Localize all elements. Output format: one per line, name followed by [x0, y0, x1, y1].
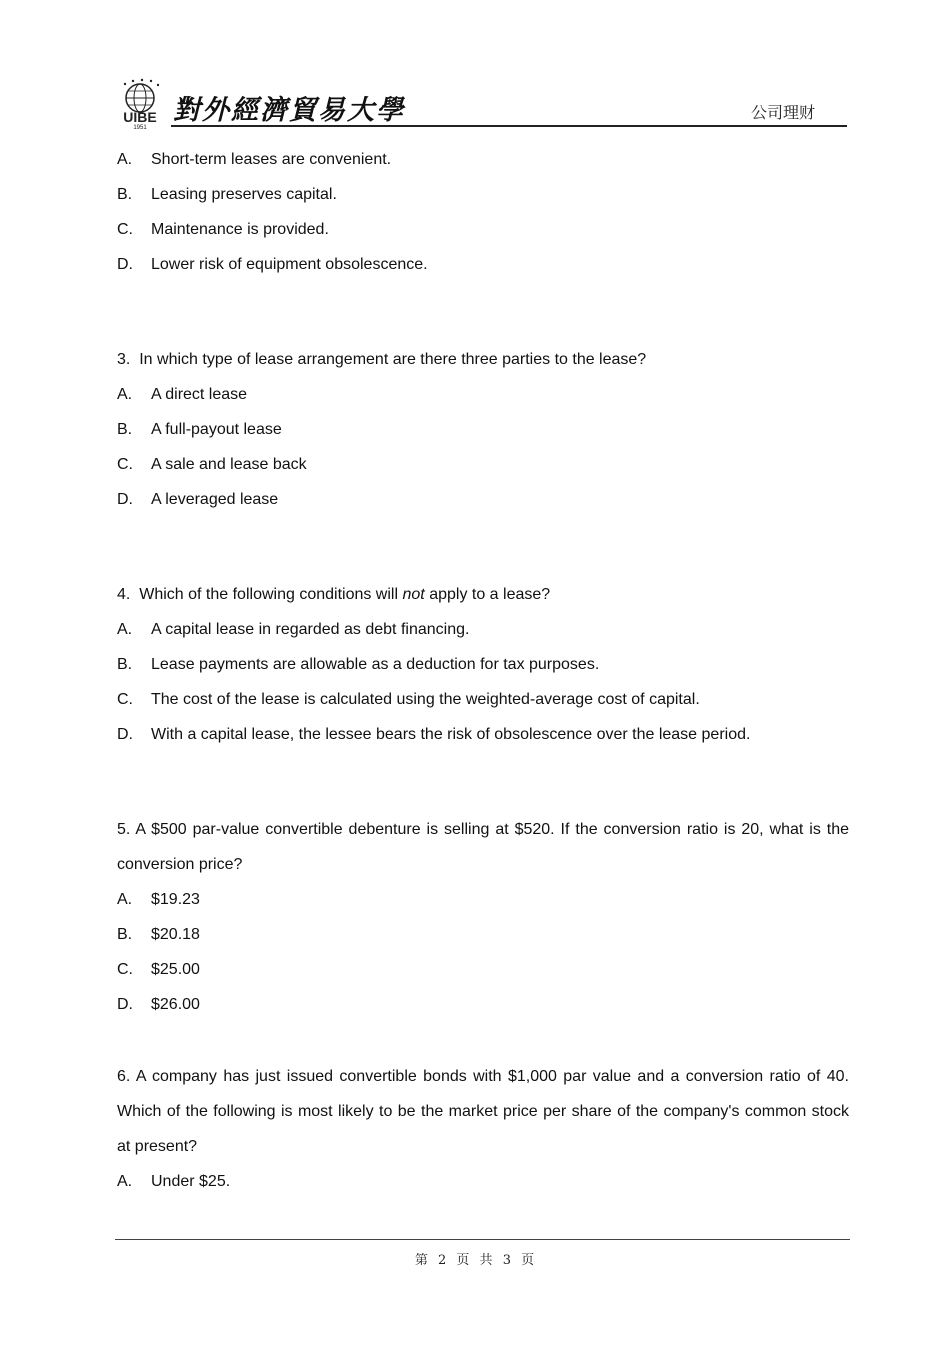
university-name: 對外經濟貿易大學: [173, 95, 405, 126]
option-c: C. The cost of the lease is calculated using the weighted-average cost of capital.: [117, 691, 700, 708]
university-logo: [113, 78, 171, 130]
question-text: 3. In which type of lease arrangement are there three parties to the lease?: [117, 351, 647, 368]
option-d: D. Lower risk of equipment obsolescence.: [117, 256, 428, 273]
footer-divider: [115, 1239, 850, 1240]
question-3: [117, 342, 849, 517]
question-2-options: [117, 142, 849, 282]
page-header: [113, 78, 847, 130]
question-text: 4. Which of the following conditions will not apply to a lease?: [117, 586, 551, 603]
option-a: A. Short-term leases are convenient.: [117, 151, 392, 168]
option-c: C. $25.00: [117, 961, 200, 978]
page-number: 第 2 页 共 3 页: [414, 1253, 538, 1268]
question-6: [117, 1059, 849, 1199]
option-b: B. Lease payments are allowable as a deduction for tax purposes.: [117, 656, 600, 673]
option-b: B. A full-payout lease: [117, 421, 282, 438]
svg-text:UIBE: UIBE: [123, 109, 157, 125]
question-list: [117, 142, 849, 1199]
option-a: A. $19.23: [117, 891, 200, 908]
question-4: [117, 577, 849, 752]
course-title: 公司理财: [750, 105, 815, 122]
option-d: D. $26.00: [117, 996, 200, 1013]
option-b: B. $20.18: [117, 926, 200, 943]
option-c: C. Maintenance is provided.: [117, 221, 329, 238]
option-a: A. Under $25.: [117, 1173, 231, 1190]
option-d: D. With a capital lease, the lessee bears the risk of obsolescence over the lease period.: [117, 726, 751, 743]
option-d: D. A leveraged lease: [117, 491, 279, 508]
emphasis-not: not: [402, 586, 425, 603]
question-text: 5. A $500 par-value convertible debenture is selling at $520. If the conversion ratio is 20, what is the conversion price?: [117, 821, 849, 873]
header-divider: [171, 125, 847, 127]
option-c: C. A sale and lease back: [117, 456, 307, 473]
option-a: A. A direct lease: [117, 386, 248, 403]
question-5: [117, 812, 849, 1022]
svg-text:1951: 1951: [133, 125, 147, 130]
option-b: B. Leasing preserves capital.: [117, 186, 337, 203]
option-a: A. A capital lease in regarded as debt financing.: [117, 621, 470, 638]
question-text: 6. A company has just issued convertible bonds with $1,000 par value and a conversion ratio of 40. Which of the following is most likely to be the market price per share of the company's common stock at present?: [117, 1068, 849, 1155]
